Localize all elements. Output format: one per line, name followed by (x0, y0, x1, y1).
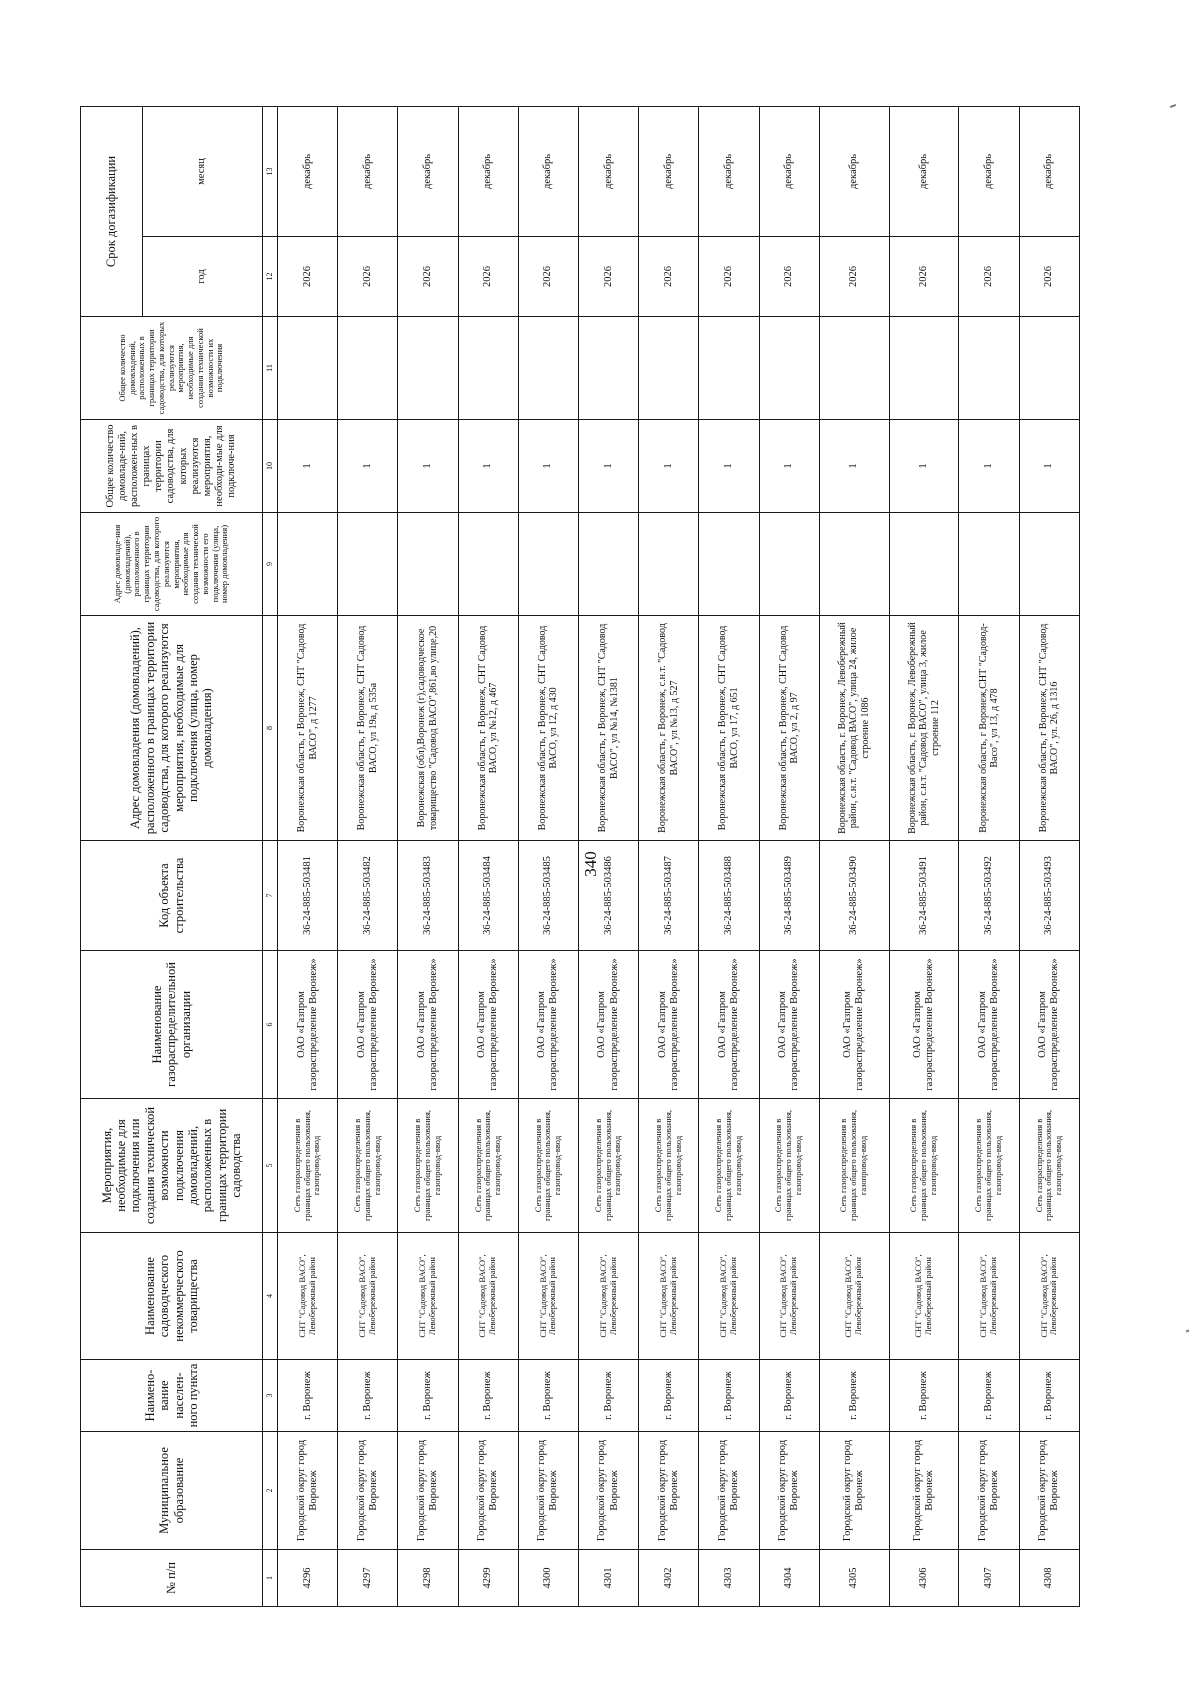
cell-measures: Сеть газораспределения в границах общего пользования, газопровод-ввод (639, 1099, 699, 1233)
cell-month: декабрь (1019, 107, 1079, 237)
cell-year: 2026 (278, 237, 338, 317)
cell-num: 4303 (699, 1550, 759, 1607)
cell-address: Воронежская область, г Воронеж, СНТ Садовод ВАСО, ул 2, д 97 (759, 616, 819, 841)
cell-partnership: СНТ "Садовод ВАСО", Левобережный район (278, 1233, 338, 1360)
cell-count-tech (889, 317, 959, 420)
cell-month: декабрь (338, 107, 398, 237)
cell-year: 2026 (578, 237, 638, 317)
cell-address-tech (278, 513, 338, 616)
cell-measures: Сеть газораспределения в границах общего пользования, газопровод-ввод (699, 1099, 759, 1233)
cell-measures: Сеть газораспределения в границах общего пользования, газопровод-ввод (458, 1099, 518, 1233)
cell-count: 1 (639, 420, 699, 513)
cell-code: 36-24-885-503489 (759, 841, 819, 951)
cell-num: 4304 (759, 1550, 819, 1607)
cell-count: 1 (518, 420, 578, 513)
cell-partnership: СНТ "Садовод ВАСО", Левобережный район (398, 1233, 458, 1360)
cell-municipality: Городской округ город Воронеж (338, 1432, 398, 1550)
header-settlement: Наимено-вание населен-ного пункта (81, 1360, 263, 1432)
cell-year: 2026 (639, 237, 699, 317)
cell-municipality: Городской округ город Воронеж (518, 1432, 578, 1550)
header-deadline: Срок догазификации (81, 107, 143, 317)
cell-municipality: Городской округ город Воронеж (959, 1432, 1019, 1550)
cell-measures: Сеть газораспределения в границах общего пользования, газопровод-ввод (518, 1099, 578, 1233)
column-number: 4 (263, 1233, 278, 1360)
cell-organization: ОАО «Газпром газораспределение Воронеж» (338, 951, 398, 1099)
header-month: месяц (143, 107, 263, 237)
cell-count: 1 (759, 420, 819, 513)
cell-month: декабрь (278, 107, 338, 237)
cell-month: декабрь (458, 107, 518, 237)
cell-num: 4298 (398, 1550, 458, 1607)
cell-settlement: г. Воронеж (699, 1360, 759, 1432)
cell-settlement: г. Воронеж (639, 1360, 699, 1432)
cell-count: 1 (699, 420, 759, 513)
column-number: 10 (263, 420, 278, 513)
cell-count-tech (458, 317, 518, 420)
cell-code: 36-24-885-503488 (699, 841, 759, 951)
table-row (518, 107, 578, 1607)
cell-num: 4305 (819, 1550, 889, 1607)
cell-code: 36-24-885-503486 (578, 841, 638, 951)
cell-organization: ОАО «Газпром газораспределение Воронеж» (1019, 951, 1079, 1099)
cell-municipality: Городской округ город Воронеж (889, 1432, 959, 1550)
table-row (458, 107, 518, 1607)
cell-settlement: г. Воронеж (458, 1360, 518, 1432)
cell-month: декабрь (639, 107, 699, 237)
cell-municipality: Городской округ город Воронеж (639, 1432, 699, 1550)
cell-year: 2026 (518, 237, 578, 317)
cell-organization: ОАО «Газпром газораспределение Воронеж» (639, 951, 699, 1099)
cell-address: Воронежская область, г Воронеж,СНТ "Садовод-Васо", ул 13, д 478 (959, 616, 1019, 841)
cell-settlement: г. Воронеж (398, 1360, 458, 1432)
cell-settlement: г. Воронеж (1019, 1360, 1079, 1432)
column-number: 13 (263, 107, 278, 237)
table-row (639, 107, 699, 1607)
cell-num: 4308 (1019, 1550, 1079, 1607)
header-address: Адрес домовладения (домовладений), расположенного в границах территории садоводства, для которого реализуются мероприятия, необходимые для подключения (улица, номер домовладения) (81, 616, 263, 841)
cell-num: 4307 (959, 1550, 1019, 1607)
cell-partnership: СНТ "Садовод ВАСО", Левобережный район (639, 1233, 699, 1360)
cell-num: 4296 (278, 1550, 338, 1607)
cell-code: 36-24-885-503482 (338, 841, 398, 951)
cell-year: 2026 (819, 237, 889, 317)
rotated-page (80, 107, 1080, 1607)
cell-measures: Сеть газораспределения в границах общего пользования, газопровод-ввод (819, 1099, 889, 1233)
cell-address-tech (819, 513, 889, 616)
cell-code: 36-24-885-503483 (398, 841, 458, 951)
table-row (338, 107, 398, 1607)
column-number: 8 (263, 616, 278, 841)
cell-count: 1 (338, 420, 398, 513)
header-total-count: Общее количество домовладе-ний, расположен-ных в границах территории садоводства, для которых реализуются мероприятия, необходи-мые для подключе-ния (81, 420, 263, 513)
cell-address-tech (518, 513, 578, 616)
cell-address-tech (578, 513, 638, 616)
table-row (578, 107, 638, 1607)
cell-partnership: СНТ "Садовод ВАСО", Левобережный район (518, 1233, 578, 1360)
cell-code: 36-24-885-503491 (889, 841, 959, 951)
cell-count-tech (699, 317, 759, 420)
cell-measures: Сеть газораспределения в границах общего пользования, газопровод-ввод (1019, 1099, 1079, 1233)
cell-year: 2026 (959, 237, 1019, 317)
cell-month: декабрь (889, 107, 959, 237)
cell-address: Воронежская область, г Воронеж, СНТ Садовод ВАСО, ул №12, д 467 (458, 616, 518, 841)
scan-mark (1170, 104, 1176, 108)
cell-month: декабрь (699, 107, 759, 237)
table-row (1019, 107, 1079, 1607)
cell-month: декабрь (398, 107, 458, 237)
cell-address: Воронежская область, г. Воронеж, Левобережный район, с.н.т. "Садовод ВАСО", улица 3, жилое строение 112 (889, 616, 959, 841)
cell-address-tech (458, 513, 518, 616)
cell-year: 2026 (759, 237, 819, 317)
cell-organization: ОАО «Газпром газораспределение Воронеж» (819, 951, 889, 1099)
cell-settlement: г. Воронеж (759, 1360, 819, 1432)
cell-num: 4302 (639, 1550, 699, 1607)
cell-count-tech (278, 317, 338, 420)
cell-settlement: г. Воронеж (578, 1360, 638, 1432)
cell-organization: ОАО «Газпром газораспределение Воронеж» (278, 951, 338, 1099)
cell-address-tech (1019, 513, 1079, 616)
cell-count: 1 (398, 420, 458, 513)
cell-measures: Сеть газораспределения в границах общего пользования, газопровод-ввод (338, 1099, 398, 1233)
cell-count: 1 (458, 420, 518, 513)
cell-month: декабрь (759, 107, 819, 237)
cell-count-tech (639, 317, 699, 420)
cell-settlement: г. Воронеж (278, 1360, 338, 1432)
column-number: 7 (263, 841, 278, 951)
cell-year: 2026 (458, 237, 518, 317)
cell-municipality: Городской округ город Воронеж (759, 1432, 819, 1550)
table-row (959, 107, 1019, 1607)
cell-organization: ОАО «Газпром газораспределение Воронеж» (699, 951, 759, 1099)
header-measures: Мероприятия, необходимые для подключения или создания технической возможности подключения домовладений, расположенных в границах территории садоводства (81, 1099, 263, 1233)
table-row (889, 107, 959, 1607)
cell-partnership: СНТ "Садовод ВАСО", Левобережный район (759, 1233, 819, 1360)
cell-address-tech (398, 513, 458, 616)
cell-measures: Сеть газораспределения в границах общего пользования, газопровод-ввод (889, 1099, 959, 1233)
cell-organization: ОАО «Газпром газораспределение Воронеж» (518, 951, 578, 1099)
cell-year: 2026 (889, 237, 959, 317)
cell-municipality: Городской округ город Воронеж (699, 1432, 759, 1550)
cell-count-tech (518, 317, 578, 420)
cell-count-tech (578, 317, 638, 420)
cell-month: декабрь (819, 107, 889, 237)
cell-address: Воронежская область, г Воронеж, СНТ "Садовод ВАСО", ул №14, №1381 (578, 616, 638, 841)
page-number: 340 (581, 851, 600, 877)
cell-code: 36-24-885-503492 (959, 841, 1019, 951)
column-number: 12 (263, 237, 278, 317)
cell-year: 2026 (699, 237, 759, 317)
cell-partnership: СНТ "Садовод ВАСО", Левобережный район (1019, 1233, 1079, 1360)
table-row (819, 107, 889, 1607)
cell-settlement: г. Воронеж (959, 1360, 1019, 1432)
cell-settlement: г. Воронеж (889, 1360, 959, 1432)
cell-organization: ОАО «Газпром газораспределение Воронеж» (458, 951, 518, 1099)
cell-partnership: СНТ "Садовод ВАСО", Левобережный район (338, 1233, 398, 1360)
cell-municipality: Городской округ город Воронеж (819, 1432, 889, 1550)
cell-year: 2026 (398, 237, 458, 317)
cell-year: 2026 (1019, 237, 1079, 317)
column-number: 6 (263, 951, 278, 1099)
cell-partnership: СНТ "Садовод ВАСО", Левобережный район (819, 1233, 889, 1360)
cell-address: Воронежская область, г Воронеж, СНТ "Садовод ВАСО", д 1277 (278, 616, 338, 841)
cell-organization: ОАО «Газпром газораспределение Воронеж» (959, 951, 1019, 1099)
header-object-code: Код объекта строительства (81, 841, 263, 951)
cell-measures: Сеть газораспределения в границах общего пользования, газопровод-ввод (759, 1099, 819, 1233)
cell-month: декабрь (959, 107, 1019, 237)
header-partnership: Наименование садоводческого некоммерческого товарищества (81, 1233, 263, 1360)
cell-measures: Сеть газораспределения в границах общего пользования, газопровод-ввод (278, 1099, 338, 1233)
cell-code: 36-24-885-503487 (639, 841, 699, 951)
cell-address-tech (338, 513, 398, 616)
cell-month: декабрь (518, 107, 578, 237)
cell-municipality: Городской округ город Воронеж (398, 1432, 458, 1550)
header-total-count-tech: Общее количество домовладений, расположенных в границах территории садоводства, для которых реализуются мероприятия, необходимые для создания технической возможности их подключения (81, 317, 263, 420)
cell-address: Воронежская (обл),Воронеж (г),садоводческое товарищество "Садовод ВАСО",861,во улице,20 (398, 616, 458, 841)
cell-municipality: Городской округ город Воронеж (458, 1432, 518, 1550)
cell-organization: ОАО «Газпром газораспределение Воронеж» (889, 951, 959, 1099)
cell-municipality: Городской округ город Воронеж (578, 1432, 638, 1550)
cell-settlement: г. Воронеж (518, 1360, 578, 1432)
cell-count: 1 (578, 420, 638, 513)
cell-address: Воронежская область, г Воронеж, СНТ Садовод ВАСО, ул 17, д 651 (699, 616, 759, 841)
cell-address: Воронежская область, г Воронеж, СНТ Садовод ВАСО, ул 12, д 430 (518, 616, 578, 841)
cell-measures: Сеть газораспределения в границах общего пользования, газопровод-ввод (959, 1099, 1019, 1233)
cell-municipality: Городской округ город Воронеж (1019, 1432, 1079, 1550)
header-num: № п/п (81, 1550, 263, 1607)
cell-municipality: Городской округ город Воронеж (278, 1432, 338, 1550)
cell-month: декабрь (578, 107, 638, 237)
cell-settlement: г. Воронеж (819, 1360, 889, 1432)
cell-address: Воронежская область, г Воронеж, с.н.т. "Садовод ВАСО", ул №13, д 527 (639, 616, 699, 841)
cell-num: 4300 (518, 1550, 578, 1607)
header-address-tech: Адрес домовладе-ния (домовладений), расположенного в границах территории садоводства, для которого реализуются мероприятия, необходимые для создания технической возможности его подключения (улица, номер домовладения) (81, 513, 263, 616)
table-row (699, 107, 759, 1607)
column-number: 11 (263, 317, 278, 420)
column-number: 2 (263, 1432, 278, 1550)
cell-measures: Сеть газораспределения в границах общего пользования, газопровод-ввод (578, 1099, 638, 1233)
cell-organization: ОАО «Газпром газораспределение Воронеж» (398, 951, 458, 1099)
cell-organization: ОАО «Газпром газораспределение Воронеж» (578, 951, 638, 1099)
cell-num: 4306 (889, 1550, 959, 1607)
cell-partnership: СНТ "Садовод ВАСО", Левобережный район (578, 1233, 638, 1360)
cell-code: 36-24-885-503493 (1019, 841, 1079, 951)
cell-num: 4297 (338, 1550, 398, 1607)
column-number: 3 (263, 1360, 278, 1432)
cell-measures: Сеть газораспределения в границах общего пользования, газопровод-ввод (398, 1099, 458, 1233)
column-number: 1 (263, 1550, 278, 1607)
cell-address-tech (959, 513, 1019, 616)
cell-count: 1 (1019, 420, 1079, 513)
cell-count-tech (398, 317, 458, 420)
cell-count: 1 (278, 420, 338, 513)
column-number: 5 (263, 1099, 278, 1233)
table-row (398, 107, 458, 1607)
header-year: год (143, 237, 263, 317)
cell-partnership: СНТ "Садовод ВАСО", Левобережный район (889, 1233, 959, 1360)
header-municipality: Муниципальное образование (81, 1432, 263, 1550)
cell-count-tech (759, 317, 819, 420)
column-number: 9 (263, 513, 278, 616)
cell-code: 36-24-885-503485 (518, 841, 578, 951)
cell-settlement: г. Воронеж (338, 1360, 398, 1432)
cell-organization: ОАО «Газпром газораспределение Воронеж» (759, 951, 819, 1099)
cell-address-tech (639, 513, 699, 616)
cell-num: 4301 (578, 1550, 638, 1607)
cell-partnership: СНТ "Садовод ВАСО", Левобережный район (458, 1233, 518, 1360)
cell-address-tech (759, 513, 819, 616)
cell-count: 1 (889, 420, 959, 513)
column-number-row (263, 107, 278, 1607)
cell-count-tech (959, 317, 1019, 420)
cell-partnership: СНТ "Садовод ВАСО", Левобережный район (959, 1233, 1019, 1360)
cell-address: Воронежская область, г Воронеж, СНТ "Садовод ВАСО", ул. 26, д 1316 (1019, 616, 1079, 841)
cell-address: Воронежская область, г. Воронеж, Левобережный район, с.н.т. "Садовод ВАСО", улица 24, жилое строение 1086 (819, 616, 889, 841)
table-row (759, 107, 819, 1607)
cell-address: Воронежская область, г Воронеж, СНТ Садовод ВАСО, ул 19а, д 535а (338, 616, 398, 841)
cell-count: 1 (959, 420, 1019, 513)
cell-partnership: СНТ "Садовод ВАСО", Левобережный район (699, 1233, 759, 1360)
cell-count-tech (338, 317, 398, 420)
gasification-table (80, 106, 1080, 1607)
cell-code: 36-24-885-503481 (278, 841, 338, 951)
scan-mark (1186, 1330, 1190, 1333)
cell-code: 36-24-885-503484 (458, 841, 518, 951)
table-row (278, 107, 338, 1607)
table-body (278, 107, 1080, 1607)
cell-address-tech (889, 513, 959, 616)
cell-count-tech (819, 317, 889, 420)
cell-num: 4299 (458, 1550, 518, 1607)
cell-address-tech (699, 513, 759, 616)
cell-count-tech (1019, 317, 1079, 420)
cell-year: 2026 (338, 237, 398, 317)
cell-code: 36-24-885-503490 (819, 841, 889, 951)
header-organization: Наименование газораспределительной организации (81, 951, 263, 1099)
cell-count: 1 (819, 420, 889, 513)
